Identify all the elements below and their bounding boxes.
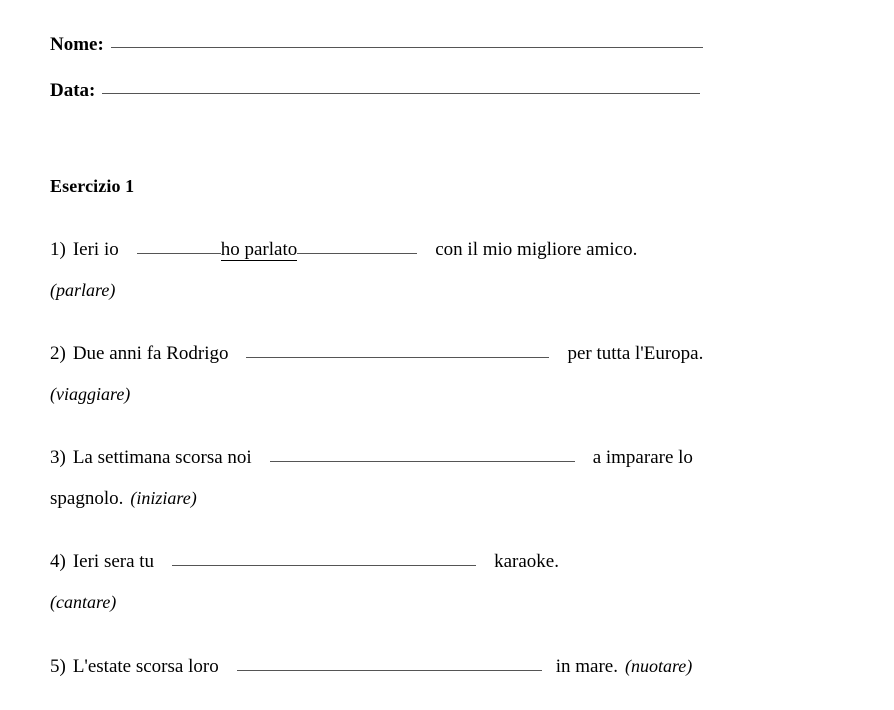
exercise-item-2 bbox=[50, 334, 870, 414]
item-5-text-after: in mare. bbox=[555, 656, 618, 677]
exercise-title: Esercizio 1 bbox=[50, 176, 135, 196]
item-5-verb-hint: (nuotare) bbox=[624, 656, 693, 676]
exercise-items-list bbox=[50, 230, 870, 710]
item-1-blank[interactable] bbox=[137, 240, 418, 261]
item-4-text-after: karaoke. bbox=[494, 551, 559, 572]
item-2-verb-hint: (viaggiare) bbox=[50, 384, 131, 404]
date-field-writing-line[interactable] bbox=[102, 93, 700, 94]
item-3-text-before: La settimana scorsa noi bbox=[72, 447, 252, 468]
item-1-verb-hint: (parlare) bbox=[50, 280, 116, 300]
name-field-writing-line[interactable] bbox=[111, 47, 703, 48]
item-1-blank-rule-right bbox=[297, 253, 417, 254]
item-4-text-before: Ieri sera tu bbox=[72, 551, 155, 572]
date-field-label: Data: bbox=[50, 80, 96, 101]
item-5-number: 5) bbox=[50, 656, 66, 677]
item-2-number: 2) bbox=[50, 343, 66, 364]
student-info-header bbox=[50, 34, 750, 126]
exercise-item-1 bbox=[50, 230, 870, 310]
date-field-row bbox=[50, 80, 750, 112]
item-4-verb-hint: (cantare) bbox=[50, 592, 117, 612]
item-1-text-after: con il mio migliore amico. bbox=[435, 239, 638, 260]
item-5-text-before: L'estate scorsa loro bbox=[72, 656, 219, 677]
item-1-blank-rule-left bbox=[137, 253, 221, 254]
item-1-text-before: Ieri io bbox=[72, 239, 119, 260]
item-2-text-after: per tutta l'Europa. bbox=[567, 343, 704, 364]
item-4-blank[interactable] bbox=[172, 565, 476, 566]
exercise-item-4 bbox=[50, 542, 870, 622]
item-1-answer[interactable]: ho parlato bbox=[220, 239, 298, 260]
item-3-text-after: a imparare lo bbox=[592, 447, 693, 468]
exercise-item-3 bbox=[50, 438, 870, 518]
exercise-item-5 bbox=[50, 646, 870, 686]
name-field-row bbox=[50, 34, 750, 66]
item-3-text-wrapped: spagnolo. bbox=[50, 488, 124, 509]
item-1-number: 1) bbox=[50, 239, 66, 260]
item-2-blank[interactable] bbox=[246, 357, 549, 358]
item-4-number: 4) bbox=[50, 551, 66, 572]
item-3-blank[interactable] bbox=[270, 461, 575, 462]
item-3-verb-hint: (iniziare) bbox=[130, 488, 197, 508]
name-field-label: Nome: bbox=[50, 34, 104, 55]
item-3-number: 3) bbox=[50, 447, 66, 468]
item-2-text-before: Due anni fa Rodrigo bbox=[72, 343, 229, 364]
